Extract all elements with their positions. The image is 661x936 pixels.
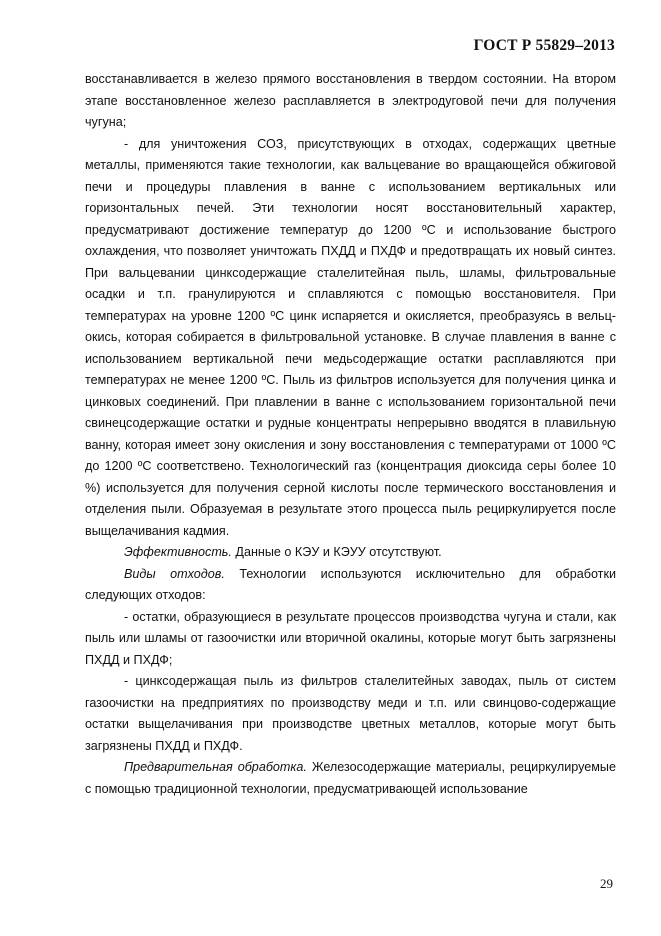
page-number: 29 — [600, 876, 613, 891]
paragraph-pretreatment — [85, 757, 616, 800]
efficiency-label: Эффективность. — [124, 545, 232, 559]
pretreatment-label: Предварительная обработка. — [124, 760, 307, 774]
waste-types-text: Технологии используются исключительно для обработки следующих отходов: — [85, 566, 616, 602]
paragraph-continuation: восстанавливается в железо прямого восстановления в твердом состоянии. На втором этапе восстановленное железо расплавляется в электродуговой печи для получения чугуна; — [85, 72, 616, 129]
efficiency-text: Данные о КЭУ и КЭУУ отсутствуют. — [231, 545, 442, 559]
body-text — [85, 69, 616, 800]
list-item-zinc-dust: - цинксодержащая пыль из фильтров сталелитейных заводах, пыль от систем газоочистки на предприятиях по производству меди и т.п. или свинцово-содержащие остатки выщелачивания при производстве цветных металлов, которые могут быть загрязнены ПХДД и ПХДФ. — [85, 674, 616, 753]
list-item-iron-residues: - остатки, образующиеся в результате процессов производства чугуна и стали, как пыль или шламы от газоочистки или вторичной окалины, которые могут быть загрязнены ПХДД и ПХДФ; — [85, 609, 616, 667]
waste-types-label: Виды отходов. — [124, 566, 225, 581]
standard-header: ГОСТ Р 55829–2013 — [473, 37, 615, 54]
pretreatment-text: Железосодержащие материалы, рециркулируемые с помощью традиционной технологии, предусматривающей использование — [85, 760, 616, 796]
paragraph-waste-types — [85, 564, 616, 607]
paragraph-pops-destruction: - для уничтожения СОЗ, присутствующих в отходах, содержащих цветные металлы, применяются такие технологии, как вальцевание во вращающейся обжиговой печи и процедуры плавления в ванне с использованием вертикальных или горизонтальных печей. Эти технологии носят восстановительный характер, предусматривают достижение температур до 1200 ºС и использование быстрого охлаждения, что позволяет уничтожать ПХДД и ПХДФ и предотвращать их новый синтез. При вальцевании цинксодержащие сталелитейная пыль, шламы, фильтровальные осадки и т.п. гранулируются и сплавляются с помощью восстановителя. При температурах на уровне 1200 ºС цинк испаряется и окисляется, преобразуясь в вельц-окись, которая собирается в фильтровальной установке. В случае плавления в ванне с использованием вертикальной печи медьсодержащие остатки расплавляются при температурах не менее 1200 ºС. Пыль из фильтров используется для получения цинка и цинковых соединений. При плавлении в ванне с использованием горизонтальной печи свинецсодержащие остатки и рудные концентраты непрерывно вводятся в плавильную ванну, которая имеет зону окисления и зону восстановления с температурами от 1000 ºС до 1200 ºС соответствено. Технологический газ (концентрация диоксида серы более 10 %) используется для получения серной кислоты после термического восстановления и отделения пыли. Образуемая в результате этого процесса пыль рециркулируется после выщелачивания кадмия. — [85, 136, 616, 538]
paragraph-efficiency — [85, 542, 616, 564]
